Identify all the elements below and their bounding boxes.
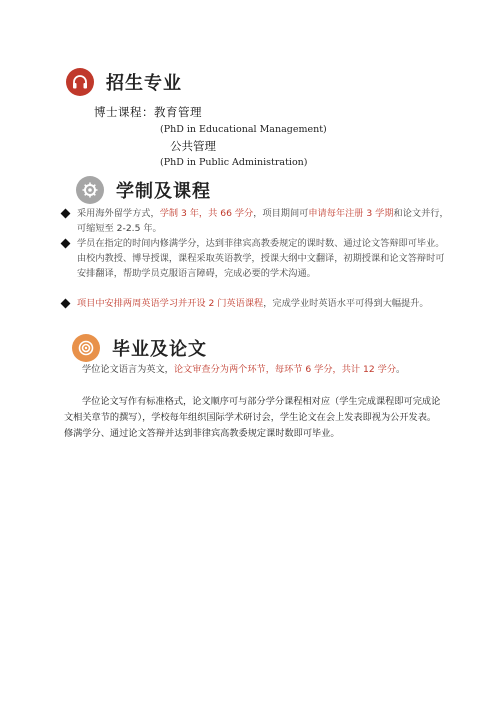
program-line-1 (94, 104, 202, 120)
program2-en: (PhD in Public Administration) (160, 157, 308, 168)
p1-part-a: 学位论文语言为英文， (82, 364, 174, 375)
program2-cn: 公共管理 (170, 139, 216, 153)
bullet3-highlight: 项目中安排两周英语学习并开设 2 门英语课程 (77, 298, 264, 309)
graduation-title: 毕业及论文 (112, 339, 207, 360)
duration-header (76, 176, 211, 204)
p1-part-c: 。 (396, 364, 406, 375)
bullet3-part-b: ，完成学业时英语水平可得到大幅提升。 (263, 298, 429, 309)
admission-header (66, 68, 182, 96)
bullet1-part-c: ，项目期间可 (253, 208, 309, 219)
program1-cn: 教育管理 (154, 105, 202, 119)
bullet1-part-a: 采用海外留学方式， (77, 208, 160, 219)
headphones-icon (66, 68, 94, 96)
bullet-diamond-icon (61, 239, 71, 249)
list-item (62, 236, 452, 281)
bullet1-highlight-1: 学制 3 年，共 66 学分 (159, 208, 254, 219)
bullet1-part-e: 和论文并行，可缩短至 2-2.5 年。 (77, 208, 449, 234)
program-label: 博士课程： (94, 105, 154, 119)
target-icon (72, 334, 100, 362)
admission-title: 招生专业 (106, 73, 182, 94)
bullet2-text: 学员在指定的时间内修满学分，达到菲律宾高教委规定的课时数、通过论文答辩即可毕业。由校内教授、博导授课，课程采取英语教学，授课大纲中文翻译，初期授课和论文答辩时可安排翻译，帮助学员克服语言障碍，完成必要的学术沟通。 (77, 238, 445, 279)
graduation-paragraph-2: 学位论文写作有标准格式，论文顺序可与部分学分课程相对应（学生完成课程即可完成论文相关章节的撰写），学校每年组织国际学术研讨会，学生论文在会上发表即视为公开发表。修满学分、通过论文答辩并达到菲律宾高教委规定课时数即可毕业。 (64, 396, 441, 439)
bullet-diamond-icon (61, 299, 71, 309)
graduation-header (72, 334, 207, 362)
list-item (62, 206, 452, 236)
p1-highlight: 论文审查分为两个环节，每环节 6 学分，共计 12 学分 (173, 364, 397, 375)
gear-icon (76, 176, 104, 204)
list-item (62, 296, 452, 311)
graduation-paragraph-1 (64, 362, 444, 378)
bullet-diamond-icon (61, 209, 71, 219)
program1-en: (PhD in Educational Management) (160, 124, 327, 135)
bullet1-highlight-2: 申请每年注册 3 学期 (308, 208, 394, 219)
duration-title: 学制及课程 (116, 181, 211, 202)
